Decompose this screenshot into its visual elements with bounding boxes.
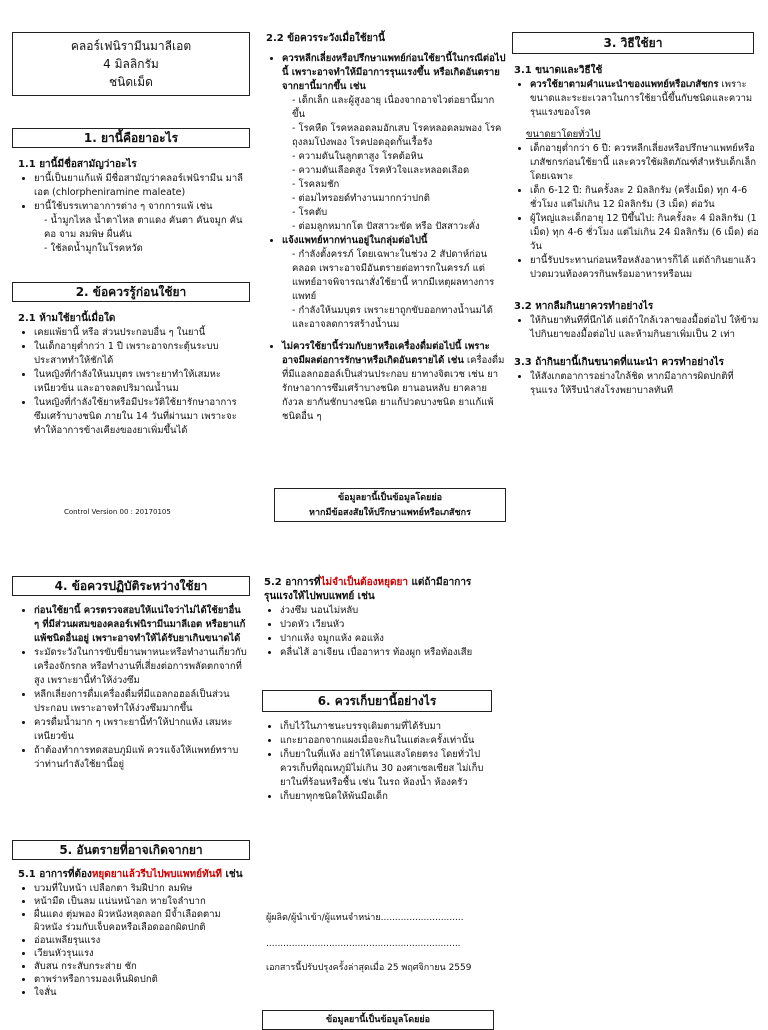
sec3-body xyxy=(514,64,760,398)
list-item: • เวียนหัวรุนแรง xyxy=(34,947,248,960)
list-item: • เด็กอายุต่ำกว่า 6 ปี: ควรหลีกเลี่ยงหรือปรึกษาแพทย์หรือเภสัชกรก่อนใช้ยานี้ และควรใช้ผลิตภัณฑ์สำหรับเด็กเล็กโดยเฉพาะ xyxy=(530,142,760,184)
list-item: - กำลังให้นมบุตร เพราะยาถูกขับออกทางน้ำนมได้ และอาจลดการสร้างน้ำนม xyxy=(292,304,506,332)
info-box-2: ข้อมูลยานี้เป็นข้อมูลโดยย่อ xyxy=(262,1010,494,1030)
list-item: - เด็กเล็ก และผู้สูงอายุ เนื่องจากอาจไวต่อยานี้มากขึ้น xyxy=(292,94,506,122)
list-item: • ให้กินยาทันทีที่นึกได้ แต่ถ้าใกล้เวลาของมื้อต่อไป ให้ข้ามไปกินยาของมื้อต่อไป และห้ามกินยาเพิ่มเป็น 2 เท่า xyxy=(530,314,760,342)
sec3-heading: 3. วิธีใช้ยา xyxy=(512,32,754,54)
revised-date: เอกสารนี้ปรับปรุงครั้งล่าสุดเมื่อ 25 พฤศจิกายน 2559 xyxy=(266,963,472,973)
list-item: - ใช้ลดน้ำมูกในโรคหวัด xyxy=(44,242,246,256)
sec6-heading: 6. ควรเก็บยานี้อย่างไร xyxy=(262,690,492,712)
list-item: • ยานี้เป็นยาแก้แพ้ มีชื่อสามัญว่าคลอร์เฟนิรามีน มาลีเอต (chlorpheniramine maleate) xyxy=(34,172,246,200)
sec4-heading: 4. ข้อควรปฏิบัติระหว่างใช้ยา xyxy=(12,576,250,596)
list-item: - โรคหืด โรคหลอดลมอักเสบ โรคหลอดลมพอง โรคถุงลมโป่งพอง โรคปอดอุดกั้นเรื้อรัง xyxy=(292,122,506,150)
sec6-body xyxy=(264,720,490,804)
list-item: • ในเด็กอายุต่ำกว่า 1 ปี เพราะอาจกระตุ้นระบบประสาททำให้ชักได้ xyxy=(34,340,246,368)
list-item: • บวมที่ใบหน้า เปลือกตา ริมฝีปาก ลมพิษ xyxy=(34,882,248,895)
list-item: - ความดันเลือดสูง โรคหัวใจและหลอดเลือด xyxy=(292,164,506,178)
sec3-sub3-title: 3.3 ถ้ากินยานี้เกินขนาดที่แนะนำ ควรทำอย่างไร xyxy=(514,357,724,368)
list-item: • ให้สังเกตอาการอย่างใกล้ชิด หากมีอาการผิดปกติที่รุนแรง ให้รีบนำส่งโรงพยาบาลทันที xyxy=(530,370,760,398)
sec2-sub1-title: 2.1 ห้ามใช้ยานี้เมื่อใด xyxy=(18,313,116,324)
list-item: - ต่อมไทรอยด์ทำงานมากกว่าปกติ xyxy=(292,192,506,206)
list-item: • ปากแห้ง จมูกแห้ง คอแห้ง xyxy=(280,632,490,646)
list-item: • แกะยาออกจากแผงเมื่อจะกินในแต่ละครั้งเท่านั้น xyxy=(280,734,490,748)
list-item: • ยานี้รับประทานก่อนหรือหลังอาหารก็ได้ แต่ถ้ากินยาแล้วปวดมวนท้องควรกินพร้อมอาหารหรือนม xyxy=(530,254,760,282)
list-item: • สับสน กระสับกระส่าย ชัก xyxy=(34,960,248,973)
list-item: • เก็บยาในที่แห้ง อย่าให้โดนแสงโดยตรง โดยทั่วไป ควรเก็บที่อุณหภูมิไม่เกิน 30 องศาเซลเซียส ไม่เก็บยาในที่ร้อนหรือชื้น เช่น ในรถ ห้องน้ำ ห้องครัว xyxy=(280,748,490,790)
list-item: • ตาพร่าหรือการมองเห็นผิดปกติ xyxy=(34,973,248,986)
sec2-heading: 2. ข้อควรรู้ก่อนใช้ยา xyxy=(12,282,250,302)
sec1-sub1-title: 1.1 ยานี้มีชื่อสามัญว่าอะไร xyxy=(18,159,137,170)
dotted-line: .................................................................... xyxy=(266,939,461,949)
sec2-body xyxy=(18,312,246,438)
list-item: • ก่อนใช้ยานี้ ควรตรวจสอบให้แน่ใจว่าไม่ได้ใช้ยาอื่น ๆ ที่มีส่วนผสมของคลอร์เฟนิรามีนมาลีเอต หรือยาแก้แพ้ชนิดอื่นอยู่ เพราะอาจทำให้ได้รับยาเกินขนาดได้ xyxy=(34,604,248,646)
list-item: - กำลังตั้งครรภ์ โดยเฉพาะในช่วง 2 สัปดาห์ก่อนคลอด เพราะอาจมีอันตรายต่อทารกในครรภ์ แต่แพทย์อาจพิจารณาสั่งใช้ยานี้ หากมีเหตุผลทางการแพทย์ xyxy=(292,248,506,304)
title-line3: ชนิดเม็ด xyxy=(109,75,153,89)
info-box-1-line1: ข้อมูลยานี้เป็นข้อมูลโดยย่อ xyxy=(337,493,443,503)
sec3-sub1-title: 3.1 ขนาดและวิธีใช้ xyxy=(514,65,603,76)
sec22-body xyxy=(266,32,506,424)
list-item: • อ่อนเพลียรุนแรง xyxy=(34,934,248,947)
sec5-heading: 5. อันตรายที่อาจเกิดจากยา xyxy=(12,840,250,860)
producer-line: ผู้ผลิต/ผู้นำเข้า/ผู้แทนจำหน่าย............................. xyxy=(266,913,464,923)
list-item: • เก็บยาทุกชนิดให้พ้นมือเด็ก xyxy=(280,790,490,804)
list-item: • หลีกเลี่ยงการดื่มเครื่องดื่มที่มีแอลกอฮอล์เป็นส่วนประกอบ เพราะอาจทำให้ง่วงซึมมากขึ้น xyxy=(34,688,248,716)
list-item: - ต่อมลูกหมากโต ปัสสาวะขัด หรือ ปัสสาวะคั่ง xyxy=(292,220,506,234)
list-item: - ความดันในลูกตาสูง โรคต้อหิน xyxy=(292,150,506,164)
list-item: • เก็บไว้ในภาชนะบรรจุเดิมตามที่ได้รับมา xyxy=(280,720,490,734)
list-item: • แจ้งแพทย์หากท่านอยู่ในกลุ่มต่อไปนี้ xyxy=(282,234,506,248)
sec5-body xyxy=(18,868,248,999)
title-line1: คลอร์เฟนิรามีนมาลีเอต xyxy=(70,39,192,53)
list-item: • ไม่ควรใช้ยานี้ร่วมกับยาหรือเครื่องดื่มต่อไปนี้ เพราะอาจมีผลต่อการรักษาหรือเกิดอันตรายได้ เช่น เครื่องดื่มที่มีแอลกอฮอล์เป็นส่วนประกอบ ยาทางจิตเวช เช่น ยารักษาอาการซึมเศร้าบางชนิด ยานอนหลับ ยาคลายกังวล ยากันชักบางชนิด ยาแก้ปวดบางชนิด ยาแก้แพ้ชนิดอื่น ๆ xyxy=(282,340,506,424)
sec5-sub1-title: 5.1 อาการที่ต้องหยุดยาแล้วรีบไปพบแพทย์ทันที เช่น xyxy=(18,869,243,880)
sec52-title: 5.2 อาการที่ไม่จำเป็นต้องหยุดยา แต่ถ้ามีอาการรุนแรงให้ไปพบแพทย์ เช่น xyxy=(264,577,472,602)
list-item: • ผู้ใหญ่และเด็กอายุ 12 ปีขึ้นไป: กินครั้งละ 4 มิลลิกรัม (1 เม็ด) ทุก 4-6 ชั่วโมง แต่ไม่เกิน 24 มิลลิกรัม (6 เม็ด) ต่อวัน xyxy=(530,212,760,254)
list-item: • ใจสั่น xyxy=(34,986,248,999)
info-box-1 xyxy=(274,488,506,522)
list-item: • เคยแพ้ยานี้ หรือ ส่วนประกอบอื่น ๆ ในยานี้ xyxy=(34,326,246,340)
list-item: • เด็ก 6-12 ปี: กินครั้งละ 2 มิลลิกรัม (ครึ่งเม็ด) ทุก 4-6 ชั่วโมง แต่ไม่เกิน 12 มิลลิกรัม (3 เม็ด) ต่อวัน xyxy=(530,184,760,212)
sec52-body xyxy=(264,576,490,660)
list-item: • ง่วงซึม นอนไม่หลับ xyxy=(280,604,490,618)
sec1-heading: 1. ยานี้คือยาอะไร xyxy=(12,128,250,148)
list-item: • ยานี้ใช้บรรเทาอาการต่าง ๆ จากการแพ้ เช่น xyxy=(34,200,246,214)
list-item: • ปวดหัว เวียนหัว xyxy=(280,618,490,632)
list-item: • หน้ามืด เป็นลม แน่นหน้าอก หายใจลำบาก xyxy=(34,895,248,908)
sec4-body xyxy=(18,604,248,772)
control-version: Control Version 00 : 20170105 xyxy=(64,508,171,516)
title-box xyxy=(12,32,250,96)
sec1-body xyxy=(18,158,246,256)
list-item: • คลื่นไส้ อาเจียน เบื่ออาหาร ท้องผูก หรือท้องเสีย xyxy=(280,646,490,660)
list-item: • ควรหลีกเลี่ยงหรือปรึกษาแพทย์ก่อนใช้ยานี้ในกรณีต่อไปนี้ เพราะอาจทำให้มีอาการรุนแรงขึ้น หรือเกิดอันตรายจากยานี้มากขึ้น เช่น xyxy=(282,52,506,94)
list-item: • ระมัดระวังในการขับขี่ยานพาหนะหรือทำงานเกี่ยวกับเครื่องจักรกล หรือทำงานที่เสี่ยงต่อการพลัดตกจากที่สูง เพราะยานี้ทำให้ง่วงซึม xyxy=(34,646,248,688)
list-item: • ควรดื่มน้ำมาก ๆ เพราะยานี้ทำให้ปากแห้ง เสมหะเหนียวข้น xyxy=(34,716,248,744)
list-item: - โรคลมชัก xyxy=(292,178,506,192)
list-item: - น้ำมูกไหล น้ำตาไหล ตาแดง คันตา คันจมูก คันคอ จาม ลมพิษ ผื่นคัน xyxy=(44,214,246,242)
list-item: - โรคตับ xyxy=(292,206,506,220)
list-item: • ควรใช้ยาตามคำแนะนำของแพทย์หรือเภสัชกร เพราะขนาดและระยะเวลาในการใช้ยานี้ขึ้นกับชนิดและความรุนแรงของโรค xyxy=(530,78,760,120)
sec3-sub2-title: 3.2 หากลืมกินยาควรทำอย่างไร xyxy=(514,301,654,312)
info-box-1-line2: หากมีข้อสงสัยให้ปรึกษาแพทย์หรือเภสัชกร xyxy=(309,508,471,518)
sec22-heading: 2.2 ข้อควรระวังเมื่อใช้ยานี้ xyxy=(266,33,385,44)
list-item: • ในหญิงที่กำลังใช้ยาหรือมีประวัติใช้ยารักษาอาการซึมเศร้าบางชนิด ภายใน 14 วันที่ผ่านมา เพราะจะทำให้อาการข้างเคียงของยาเพิ่มขึ้นได้ xyxy=(34,396,246,438)
title-line2: 4 มิลลิกรัม xyxy=(103,57,159,71)
list-item: • ในหญิงที่กำลังให้นมบุตร เพราะยาทำให้เสมหะเหนียวข้น และอาจลดปริมาณน้ำนม xyxy=(34,368,246,396)
list-item: • ถ้าต้องทำการทดสอบภูมิแพ้ ควรแจ้งให้แพทย์ทราบว่าท่านกำลังใช้ยานี้อยู่ xyxy=(34,744,248,772)
list-item: • ผื่นแดง ตุ่มพอง ผิวหนังหลุดลอก มีจ้ำเลือดตามผิวหนัง ร่วมกับเจ็บคอหรือเลือดออกผิดปกติ xyxy=(34,908,248,934)
usual-dose-label: ขนาดยาโดยทั่วไป xyxy=(526,129,601,140)
